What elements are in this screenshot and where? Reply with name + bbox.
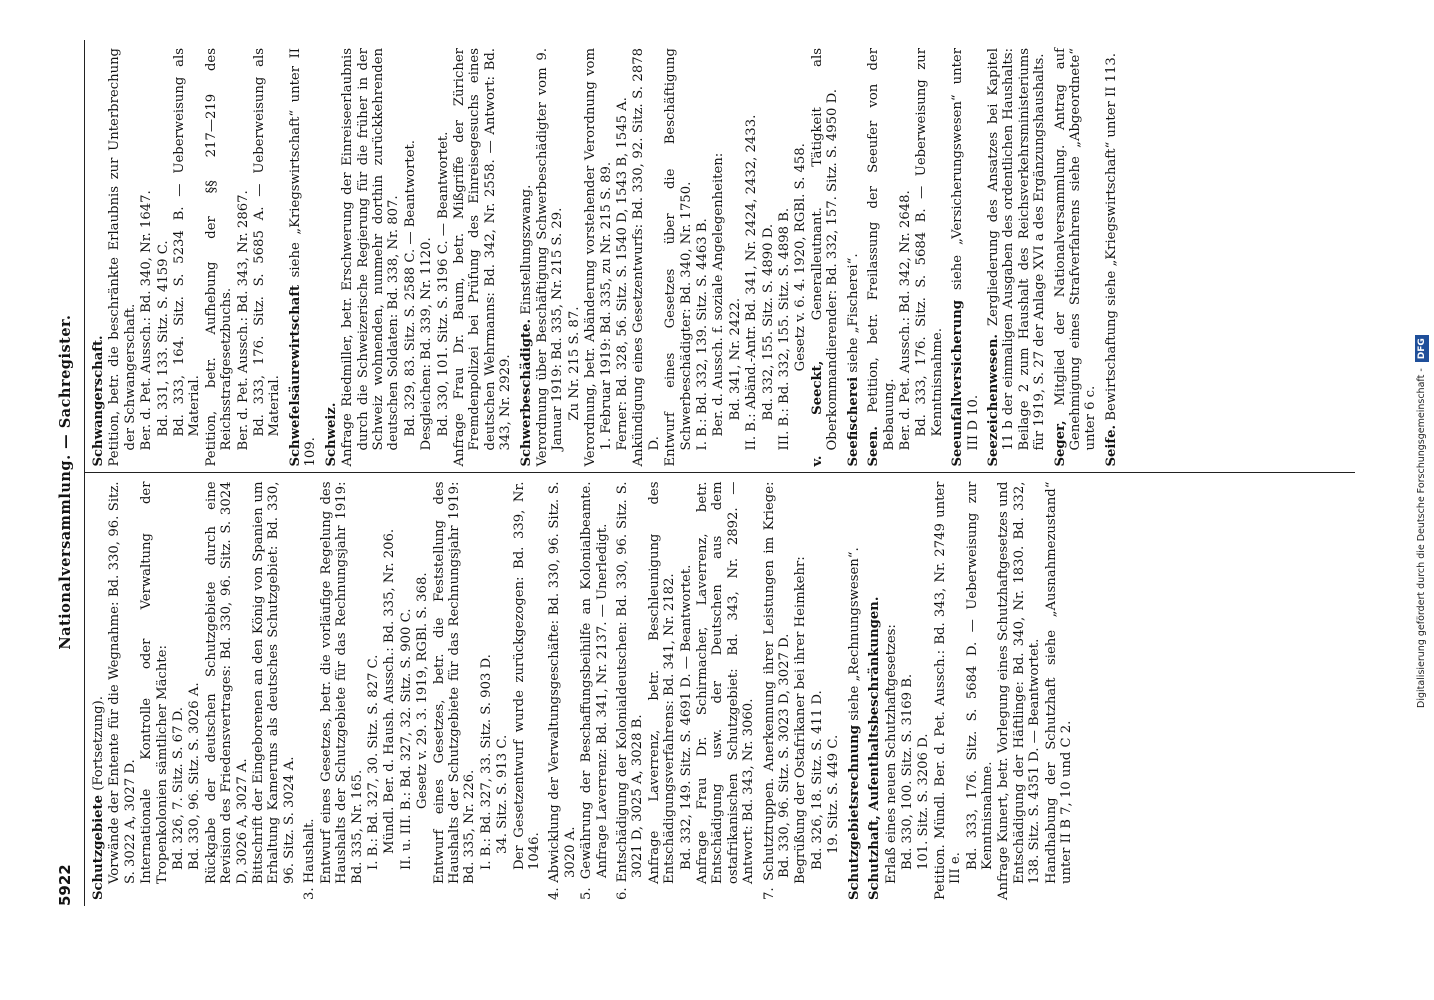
entry-text: 3. Haushalt.	[302, 818, 318, 900]
register-entry	[252, 48, 283, 467]
entry-text: II. B.: Abänd.-Antr. Bd. 341, Nr. 2424, 2432, 2433.	[744, 114, 760, 451]
entry-text: Ankündigung eines Gesetzentwurfs: Bd. 330, 92. Sitz. S. 2878 D.	[631, 48, 662, 467]
entry-text: Ferner: Bd. 328, 56. Sitz. S. 1540 D, 1543 B, 1545 A.	[615, 97, 630, 451]
entry-text: Anfrage Frau Dr. Baum, betr. Mißgriffe der Züricher Fremdenpolizei bei Prüfung des Einreisegesuchs eines deutschen Wehrmanns: Bd. 342, Nr. 2558. — Antwort: Bd. 343, Nr. 2929.	[451, 48, 514, 467]
entry-text: Gesetz v. 6. 4. 1920, RGBl. S. 458.	[793, 143, 809, 372]
register-entry	[535, 48, 566, 467]
entry-text: 34. Sitz. S. 913 C.	[495, 734, 511, 854]
entry-text: Gesetz v. 29. 3. 1919, RGBl. S. 368.	[415, 572, 431, 810]
register-entry	[986, 48, 1048, 467]
entry-text: Verordnung, betr. Abänderung vorstehender Verordnung vom 1. Februar 1919: Bd. 335, zu Nr. 215 S. 89.	[583, 48, 614, 467]
register-entry	[898, 48, 913, 467]
register-entry	[711, 48, 726, 467]
entry-text: Einstellungszwang.	[518, 184, 534, 319]
entry-text: Anfrage Frau Dr. Schirmacher, Laverrenz, betr. Entschädigung usw. der Deutschen aus dem ostafrikanischen Schutzgebiet: Bd. 343, Nr. 2892. — Antwort: Bd. 343, Nr. 3060.	[695, 481, 757, 884]
register-entry	[302, 482, 317, 901]
register-entry	[679, 482, 694, 901]
entry-text: Ber. d. Aussch. f. soziale Angelegenheiten:	[711, 152, 727, 437]
entry-text: Bd. 333, 176. Sitz. S. 5684 B. — Ueberweisung zur Kenntnisnahme.	[914, 48, 945, 437]
page-number: 5922	[56, 864, 74, 906]
register-entry	[996, 482, 1042, 901]
entry-text: Entwurf eines Gesetzes, betr. die vorläufige Regelung des Haushalts der Schutzgebiete für das Rechnungsjahr 1919: Bd. 335, Nr. 165.	[318, 481, 365, 884]
entry-text: Bd. 326, 7. Sitz. S. 67 D.	[171, 707, 187, 870]
register-entry	[156, 48, 171, 467]
register-entry	[324, 48, 339, 467]
left-column	[85, 474, 1355, 907]
register-entry	[884, 482, 899, 901]
register-entry	[695, 482, 757, 901]
entry-text: Bd. 331, 133. Sitz. S. 4159 C.	[155, 240, 171, 437]
register-entry	[762, 482, 793, 901]
register-entry	[547, 482, 578, 901]
register-entry	[847, 482, 862, 901]
entry-text: siehe „Fischerei“.	[845, 253, 861, 377]
register-entry	[512, 482, 543, 901]
register-entry	[1053, 48, 1099, 467]
digitization-note	[1412, 8, 1432, 708]
entry-text: Internationale Kontrolle oder Verwaltung der Tropenkolonien sämtlicher Mächte:	[139, 481, 170, 884]
register-entry	[204, 48, 235, 467]
entry-text: Ber. d. Pet. Aussch.: Bd. 342, Nr. 2648.	[897, 190, 913, 451]
entry-text: Bittschrift der Eingeborenen an den König von Spanien um Erhaltung Kameruns als deutsches Schutzgebiet: Bd. 330, 96. Sitz. S. 3024 A.	[251, 481, 297, 884]
register-entry	[432, 482, 478, 901]
register-entry	[579, 482, 610, 901]
entry-text: Desgleichen: Bd. 339, Nr. 1120.	[419, 237, 435, 451]
entry-text: Bd. 333, 164. Sitz. S. 5234 B. — Ueberweisung als Material.	[172, 48, 203, 437]
register-entry	[519, 48, 534, 467]
register-entry	[793, 48, 808, 467]
entry-text: Bd. 333, 176. Sitz. S. 5684 D. — Ueberweisung zur Kenntnisnahme.	[964, 481, 995, 870]
register-entry	[399, 482, 414, 901]
entry-text: Bd. 332, 149. Sitz. S. 4691 D. — Beantwortet.	[678, 564, 694, 870]
register-entry	[91, 482, 106, 901]
entry-text: I. B.: Bd. 327, 30. Sitz. S. 827 C.	[365, 654, 381, 870]
register-entry	[583, 48, 614, 467]
entry-text: III. B.: Bd. 332, 155. Sitz. S. 4898 B.	[777, 207, 793, 451]
right-column	[85, 40, 1355, 474]
register-entry	[91, 48, 106, 467]
entry-text: Anfrage Kunert, betr. Vorlegung eines Schutzhaftgesetzes und Entschädigung der Häftlinge: Bd. 340, Nr. 1830. Bd. 332, 138. Sitz. S. 4351 D. — Beantwortet.	[996, 481, 1043, 900]
register-entry	[382, 482, 397, 901]
entry-text: Petition, betr. Aufhebung der §§ 217—219 des Reichsstrafgesetzbuchs.	[203, 48, 235, 467]
register-entry	[810, 482, 825, 901]
register-entry	[647, 482, 678, 901]
register-entry	[236, 48, 251, 467]
register-entry	[728, 48, 743, 467]
register-entry	[107, 482, 138, 901]
entry-text: Handhabung der Schutzhaft siehe „Ausnahmezustand“ unter II B 7, 10 und C 2.	[1043, 481, 1074, 884]
register-entry	[663, 48, 694, 467]
entry-keyword: Seife.	[1103, 424, 1119, 467]
entry-keyword: Seger,	[1052, 420, 1068, 467]
entry-text: Ber. d. Pet. Aussch.: Bd. 343, Nr. 2867.	[235, 190, 251, 451]
register-columns	[84, 40, 1355, 906]
entry-text: Zergliederung des Ansatzes bei Kapitel 11 b der einmaligen Ausgaben des ordentlichen Haushalts: Beilage 2 zum Haushalt des Reichsverkehrsministeriums für 1919, S. 27 der Anlage XVI a des Ergänzungshaushalts.	[985, 48, 1048, 451]
register-entry	[319, 482, 365, 901]
entry-text: siehe „Versicherungswesen“ unter III D 10.	[950, 48, 981, 451]
register-entry	[744, 48, 759, 467]
digitization-credit	[1412, 8, 1432, 708]
entry-text: Petition, betr. die beschränkte Erlaubnis zur Unterbrechung der Schwangerschaft.	[107, 48, 138, 467]
entry-text: Petition, betr. Freilassung der Seeufer von der Bebauung.	[866, 48, 897, 451]
entry-text: (Fortsetzung).	[91, 696, 106, 795]
register-entry	[914, 48, 945, 467]
register-entry	[695, 48, 710, 467]
register-entry	[436, 48, 451, 467]
register-entry	[419, 48, 434, 467]
register-entry	[139, 48, 154, 467]
entry-text: I. B.: Bd. 332, 139. Sitz. S. 4463 B.	[695, 218, 711, 451]
register-entry	[866, 48, 897, 467]
entry-text: Bd. 341, Nr. 2422.	[727, 297, 743, 421]
entry-text: Entwurf eines Gesetzes, betr. die Feststellung des Haushalts der Schutzgebiete für das Rechnungsjahr 1919: Bd. 335, Nr. 226.	[431, 481, 478, 884]
entry-text: 6. Entschädigung der Kolonialdeutschen: Bd. 330, 96. Sitz. S. 3021 D, 3025 A, 3028 B.	[615, 481, 646, 900]
entry-text: 101. Sitz. S. 3206 D.	[916, 733, 932, 870]
entry-keyword: Schwerbeschädigte.	[518, 318, 534, 467]
register-entry	[495, 482, 510, 901]
register-entry	[965, 482, 996, 901]
register-entry	[793, 482, 808, 901]
entry-keyword: Schutzgebiete	[91, 794, 106, 900]
register-entry	[107, 48, 138, 467]
entry-keyword: Schutzgebietsrechnung	[846, 725, 862, 900]
register-entry	[251, 482, 297, 901]
register-entry	[1044, 482, 1075, 901]
entry-keyword: v. Seeckt,	[809, 360, 825, 467]
register-entry	[479, 482, 494, 901]
entry-keyword: Schweiz.	[323, 402, 339, 467]
entry-text: II. u. III. B.: Bd. 327, 32. Sitz. S. 900 C.	[398, 608, 414, 870]
register-entry	[867, 482, 882, 901]
register-entry	[340, 48, 402, 467]
entry-text: Bd. 333, 176. Sitz. S. 5685 A. — Ueberweisung als Material.	[252, 48, 283, 437]
entry-text: siehe „Kriegswirtschaft“ unter II 109.	[287, 48, 319, 467]
page-header	[58, 40, 80, 906]
entry-text: I. B.: Bd. 327, 33. Sitz. S. 903 D.	[478, 654, 494, 870]
register-entry	[171, 482, 186, 901]
entry-text: Bd. 330, 100. Sitz. S. 3169 B.	[899, 673, 915, 870]
entry-keyword: Schwefelsäurewirtschaft	[287, 284, 303, 467]
register-entry	[366, 482, 381, 901]
entry-text: Anfrage Laverrenz, betr. Beschleunigung des Entschädigungsverfahrens: Bd. 341, Nr. 2182.	[646, 481, 678, 884]
entry-text: Bewirtschaftung siehe „Kriegswirtschaft“ unter II 113.	[1103, 53, 1119, 425]
register-entry	[139, 482, 170, 901]
entry-text: 4. Abwicklung der Verwaltungsgeschäfte: Bd. 330, 96. Sitz. S. 3020 A.	[547, 481, 578, 900]
entry-text: Bd. 326, 18. Sitz. S. 411 D.	[809, 690, 825, 870]
entry-text: Der Gesetzentwurf wurde zurückgezogen: Bd. 339, Nr. 1046.	[511, 481, 542, 870]
entry-text: Vorwände der Entente für die Wegnahme: Bd. 330, 96. Sitz. S. 3022 A, 3027 D.	[107, 481, 138, 884]
register-entry	[1104, 48, 1119, 467]
entry-text: Bd. 330, 96. Sitz. S. 3026 A.	[187, 682, 203, 870]
register-entry	[950, 48, 981, 467]
entry-text: Bd. 332, 155. Sitz. S. 4890 D.	[760, 223, 776, 421]
entry-text: Begrüßung der Ostafrikaner bei ihrer Heimkehr:	[793, 556, 809, 884]
register-entry	[777, 48, 792, 467]
register-entry	[187, 482, 202, 901]
digitization-credit-text: Digitalisierung gefördert durch die Deutsche Forschungsgemeinschaft -	[1416, 368, 1427, 708]
entry-text: 5. Gewährung der Beschaffungsbeihilfe an Kolonialbeamte. Anfrage Laverrenz: Bd. 341, Nr. 2137. — Unerledigt.	[579, 481, 610, 900]
register-entry	[403, 48, 418, 467]
entry-text: Rückgabe der deutschen Schutzgebiete durch eine Revision des Friedensvertrages: Bd. 330, 96. Sitz. S. 3024 D, 3026 A, 3027 A.	[203, 481, 250, 884]
register-entry	[900, 482, 915, 901]
entry-text: Verordnung über Beschäftigung Schwerbeschädigter vom 9. Januar 1919: Bd. 335, Nr. 215 S. 29.	[534, 48, 566, 467]
entry-keyword: Seezeichenwesen.	[985, 333, 1001, 467]
entry-keyword: Schutzhaft, Aufenthaltsbeschränkungen.	[867, 596, 883, 900]
register-entry	[204, 482, 250, 901]
register-entry	[846, 48, 861, 467]
entry-text: Generalleutnant. Tätigkeit als Oberkommandierender: Bd. 332, 157. Sitz. S. 4950 D.	[809, 48, 841, 451]
register-entry	[615, 48, 630, 467]
entry-keyword: Seen.	[866, 426, 882, 467]
register-entry	[761, 48, 776, 467]
register-entry	[631, 48, 662, 467]
entry-text: Mündl. Ber. d. Haush. Aussch.: Bd. 335, Nr. 206.	[382, 528, 398, 854]
register-entry	[810, 48, 841, 467]
entry-text: Bd. 330, 101. Sitz. S. 3196 C. — Beantwortet.	[435, 131, 451, 437]
dfg-logo: DFG	[1415, 335, 1429, 362]
register-entry	[826, 482, 841, 901]
entry-keyword: Schwangerschaft.	[91, 335, 106, 467]
register-entry	[567, 48, 582, 467]
entry-text: siehe „Rechnungswesen“.	[846, 547, 862, 725]
entry-text: Petition. Mündl. Ber. d. Pet. Aussch.: Bd. 343, Nr. 2749 unter III e.	[932, 481, 964, 900]
entry-text: 7. Schutztruppen. Anerkennung ihrer Leistungen im Kriege: Bd. 330, 96. Sitz. S. 3023 D, 3027 D.	[761, 481, 793, 900]
entry-text: Entwurf eines Gesetzes über die Beschäftigung Schwerbeschädigter: Bd. 340, Nr. 1750.	[663, 48, 694, 467]
register-entry	[916, 482, 931, 901]
entry-text: Erlaß eines neuen Schutzhaftgesetzes:	[883, 624, 899, 884]
entry-keyword: Seefischerei	[845, 376, 861, 467]
register-entry	[933, 482, 964, 901]
register-entry	[288, 48, 319, 467]
register-entry	[452, 48, 514, 467]
entry-text: 19. Sitz. S. 449 C.	[826, 734, 842, 854]
entry-keyword: Seeunfallversicherung	[950, 299, 966, 467]
entry-text: Ber. d. Pet. Aussch.: Bd. 340, Nr. 1647.	[139, 190, 155, 451]
entry-text: Mitglied der Nationalversammlung. Antrag auf Genehmigung eines Strafverfahrens siehe „Abgeordnete“ unter 6 c.	[1052, 48, 1099, 451]
register-entry	[615, 482, 646, 901]
entry-text: Zu Nr. 215 S. 87.	[566, 306, 582, 421]
entry-text: Bd. 329, 83. Sitz. S. 2588 C. — Beantwortet.	[402, 140, 418, 437]
entry-text: Anfrage Riedmiller, betr. Erschwerung der Einreiseerlaubnis durch die Schweizerische Regierung für die früher in der Schweiz wohnenden, nunmehr dorthin zurückkehrenden deutschen Soldaten: Bd. 338, Nr. 807.	[340, 48, 402, 467]
running-title: Nationalversammlung. — Sachregister.	[57, 314, 74, 650]
register-entry	[415, 482, 430, 901]
register-entry	[172, 48, 203, 467]
